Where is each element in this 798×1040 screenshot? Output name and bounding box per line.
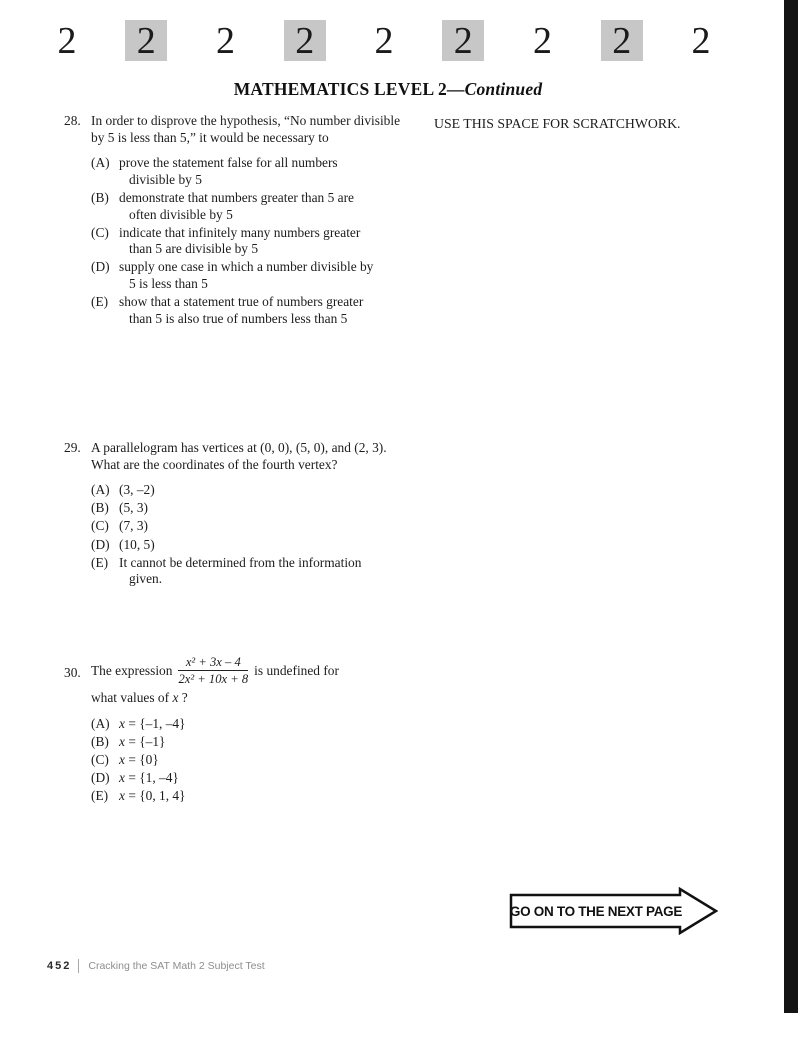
fraction: [178, 655, 248, 687]
section-number-shaded: 2: [442, 20, 484, 61]
section-number: 2: [533, 19, 552, 62]
section-number: 2: [374, 19, 394, 62]
choice-text: (5, 3): [119, 500, 149, 516]
section-number-strip: [46, 20, 722, 61]
math-variable: x: [119, 733, 125, 749]
choice-row: [91, 752, 403, 769]
choice-text: (3, –2): [119, 482, 155, 498]
math-variable: x: [119, 751, 125, 767]
page-title-main: MATHEMATICS LEVEL 2—: [233, 79, 465, 99]
question-28: [64, 113, 403, 329]
choice-label: (D): [91, 536, 110, 552]
choice-row: [91, 716, 403, 733]
choice-row: [91, 555, 403, 588]
question-number: 30.: [64, 665, 81, 680]
go-on-arrow: [509, 887, 719, 935]
question-mark: ?: [181, 689, 188, 705]
choice-label: (A): [91, 155, 110, 171]
math-variable: x: [119, 715, 125, 731]
choice-row: [91, 500, 403, 517]
choice-label: (C): [91, 518, 109, 534]
question-text-prefix: The expression: [91, 662, 173, 678]
choice-value: = {–1, –4}: [128, 715, 186, 731]
fraction-denominator: 2x² + 10x + 8: [178, 672, 249, 687]
choice-value: = {1, –4}: [128, 769, 179, 785]
choice-row: [91, 482, 403, 499]
choice-label: (E): [91, 294, 109, 310]
page-number: 452: [47, 960, 72, 972]
choice-text: [119, 770, 381, 787]
page-title-continued: Continued: [464, 79, 543, 99]
choice-text: [119, 752, 381, 769]
scratchwork-note: USE THIS SPACE FOR SCRATCHWORK.: [434, 116, 681, 131]
page-title: [2, 79, 774, 100]
section-number-shaded: 2: [601, 20, 643, 61]
choice-label: (D): [91, 769, 110, 785]
choice-row: [91, 259, 403, 292]
question-text: what values of: [91, 689, 170, 705]
page-footer: [47, 959, 265, 973]
choice-label: (E): [91, 787, 109, 803]
choice-value: = {0, 1, 4}: [128, 787, 186, 803]
math-variable: x: [172, 689, 179, 705]
choice-text: It cannot be determined from the information given.: [119, 554, 362, 587]
choice-row: [91, 190, 403, 223]
choice-row: [91, 537, 403, 554]
math-variable: x: [119, 787, 125, 803]
answer-choices: [91, 716, 403, 805]
choice-text: (7, 3): [119, 518, 149, 534]
section-number: 2: [691, 19, 711, 62]
question-text: In order to disprove the hypothesis, “No number divisible by 5 is less than 5,” it would be necessary to: [91, 113, 401, 145]
question-text-line1: [91, 655, 403, 687]
choice-text: [119, 734, 381, 751]
choice-label: (B): [91, 733, 109, 749]
go-on-label: GO ON TO THE NEXT PAGE: [509, 903, 683, 919]
choice-label: (C): [91, 751, 109, 767]
section-number-shaded: 2: [284, 20, 326, 61]
question-text-line2: [91, 690, 403, 707]
choice-label: (A): [91, 482, 110, 498]
section-number: 2: [57, 19, 77, 62]
choice-text: prove the statement false for all numbers divisible by 5: [119, 155, 338, 187]
choice-row: [91, 294, 403, 327]
fraction-numerator: x² + 3x – 4: [178, 655, 248, 671]
choice-label: (B): [91, 189, 109, 205]
answer-choices: [91, 482, 403, 588]
book-title: Cracking the SAT Math 2 Subject Test: [88, 960, 265, 972]
choice-label: (A): [91, 715, 110, 731]
section-number-shaded: 2: [125, 20, 167, 61]
question-number: 29.: [64, 440, 81, 455]
choice-row: [91, 770, 403, 787]
choice-value: = {0}: [128, 751, 159, 767]
question-text-suffix: is undefined for: [254, 662, 339, 678]
choice-text: demonstrate that numbers greater than 5 are often divisible by 5: [119, 189, 354, 222]
choice-label: (E): [91, 554, 109, 570]
footer-divider: [78, 959, 79, 973]
choice-label: (C): [91, 224, 109, 240]
page-edge-tab: [784, 0, 798, 1013]
choice-text: (10, 5): [119, 536, 155, 552]
math-variable: x: [119, 769, 125, 785]
choice-row: [91, 734, 403, 751]
section-number: 2: [216, 19, 235, 62]
choice-row: [91, 518, 403, 535]
choice-text: supply one case in which a number divisible by 5 is less than 5: [119, 259, 374, 291]
choice-label: (B): [91, 500, 109, 516]
choice-text: [119, 788, 381, 805]
question-30: [64, 655, 403, 806]
answer-choices: [91, 155, 403, 327]
question-number: 28.: [64, 113, 81, 128]
choice-row: [91, 155, 403, 188]
choice-label: (D): [91, 259, 110, 275]
question-29: [64, 440, 403, 589]
choice-row: [91, 225, 403, 258]
choice-text: indicate that infinitely many numbers greater than 5 are divisible by 5: [119, 224, 361, 257]
question-text: A parallelogram has vertices at (0, 0), (5, 0), and (2, 3). What are the coordinates of the fourth vertex?: [91, 440, 387, 472]
choice-text: [119, 716, 381, 733]
choice-text: show that a statement true of numbers greater than 5 is also true of numbers less than 5: [119, 294, 364, 326]
choice-row: [91, 788, 403, 805]
choice-value: = {–1}: [128, 733, 166, 749]
